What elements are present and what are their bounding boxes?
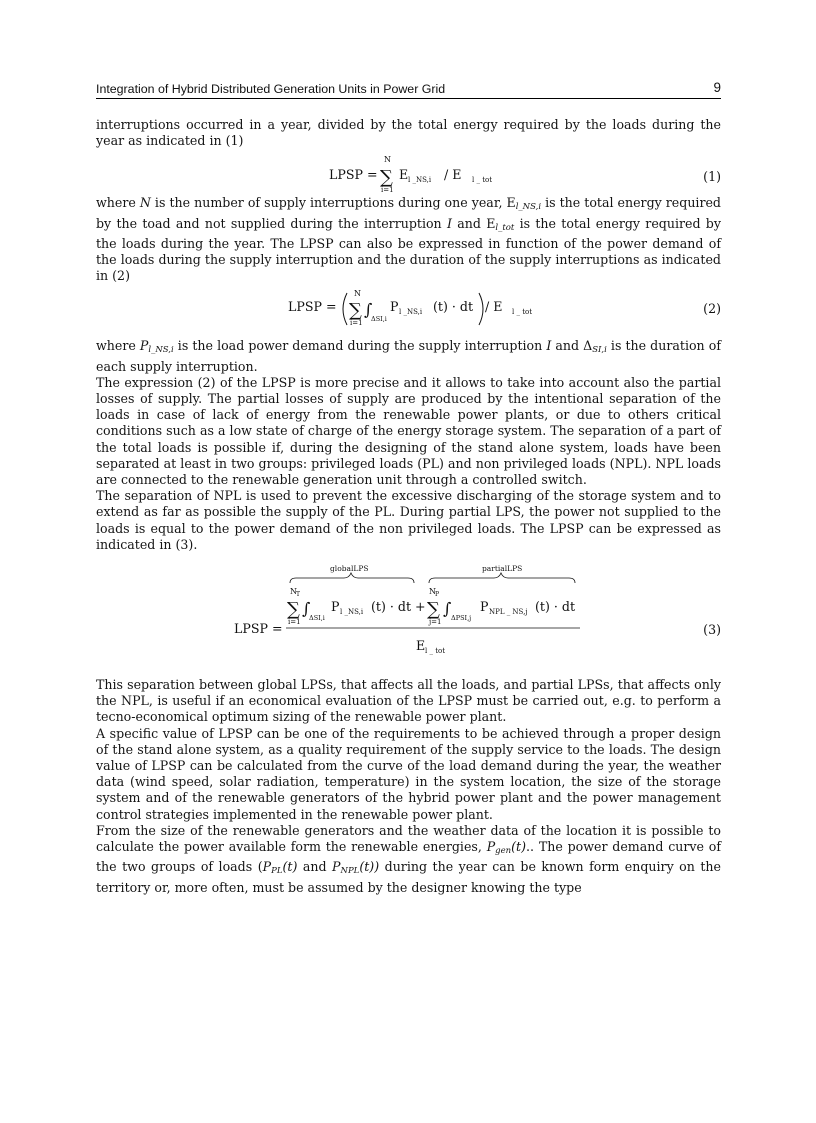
eq3-brace-right-label: partialLPS [482, 564, 523, 574]
body-text [96, 117, 721, 896]
eq1-sigma-icon: ∑ [380, 167, 393, 189]
eq3-sum1-top: N [290, 587, 297, 597]
equation-3 [96, 553, 721, 677]
eq2-divisor: / E [485, 299, 503, 315]
eq3-sum1-top-sub: T [296, 591, 301, 599]
eq2-power: P [390, 299, 399, 315]
eq3-integral2-sub: ΔPSI,j [451, 614, 472, 623]
paragraph-8: From the size of the renewable generators and the weather data of the location it is possible to calculate the power available form the renewable energies, $P_{gen}(t)$.. The power demand curve of the two groups of loads ($P_{PL}(t)$ and $P_{NPL}(t)$) during the year can be known form enquiry on the territory or, more often, must be assumed by the designer knowing the type [96, 822, 721, 895]
equation-2 [96, 284, 721, 334]
eq3-lhs: LPSP = [234, 621, 283, 637]
eq3-sigma1-icon: ∑ [287, 599, 300, 621]
eq3-sum1-bottom: i=1 [288, 618, 301, 627]
eq2-divisor-sub: l _ tot [512, 308, 533, 317]
eq3-sum2-top: N [429, 587, 436, 597]
eq1-energy-sub: l _NS,i [408, 176, 432, 185]
equation-2-number: (2) [703, 301, 721, 317]
eq3-denominator-sub: l _ tot [425, 647, 446, 656]
equation-1-number: (1) [703, 169, 721, 185]
eq3-sum2-top-sub: P [435, 591, 440, 599]
eq3-brace-right [429, 573, 575, 583]
eq3-brace-left [290, 573, 414, 583]
running-header [96, 80, 721, 99]
eq1-energy: E [399, 167, 409, 183]
page-number: 9 [713, 80, 721, 95]
eq3-denominator: E [416, 638, 426, 654]
eq2-power-sub: l _NS,i [399, 308, 423, 317]
eq2-integral-icon: ∫ [364, 300, 373, 320]
eq3-power2: P [480, 599, 489, 615]
eq3-arg1: (t) · dt + [371, 599, 426, 615]
eq3-integral1-sub: ΔSI,i [309, 614, 325, 623]
equation-1 [96, 149, 721, 195]
eq1-divisor-sub: l _ tot [472, 176, 493, 185]
paragraph-6: This separation between global LPSs, that affects all the loads, and partial LPSs, that affects only the NPL, is useful if an economical evaluation of the LPSP must be carried out, e.g. to perform a tecno-economical optimum sizing of the renewable power plant. [96, 677, 721, 725]
eq2-right-paren [479, 293, 483, 325]
eq2-arg: (t) · dt [433, 299, 474, 315]
running-title: Integration of Hybrid Distributed Generation Units in Power Grid [96, 82, 446, 96]
equation-2-formula [96, 284, 721, 334]
eq3-sum2-bottom: j=1 [429, 618, 442, 627]
eq3-power1-sub: l _NS,i [340, 608, 364, 617]
eq2-sigma-icon: ∑ [349, 300, 362, 322]
eq2-sum-bottom: i=1 [350, 319, 363, 328]
paragraph-5: The separation of NPL is used to prevent the excessive discharging of the storage system and to extend as far as possible the supply of the PL. During partial LPS, the power not supplied to the loads is equal to the power demand of the non privileged loads. The LPSP can be expressed as indicated in (3). [96, 488, 721, 552]
eq1-divisor: / E [444, 167, 462, 183]
paragraph-1: interruptions occurred in a year, divided by the total energy required by the loads during the year as indicated in (1) [96, 117, 721, 149]
paragraph-4: The expression (2) of the LPSP is more precise and it allows to take into account also the partial losses of supply. The partial losses of supply are produced by the intentional separation of the loads in case of lack of energy from the renewable power plants, or due to others critical conditions such as a low state of charge of the energy storage system. The separation of a part of the total loads is possible if, during the designing of the stand alone system, loads have been separated at least in two groups: privileged loads (PL) and non privileged loads (NPL). NPL loads are connected to the renewable generation unit through a controlled switch. [96, 374, 721, 488]
paragraph-3: where $P_{l\_NS,i}$ is the load power demand during the supply interruption I and $\Delta_{SI,i}$ is the duration of each supply interruption. [96, 338, 721, 374]
eq3-arg2: (t) · dt [535, 599, 576, 615]
equation-3-number: (3) [703, 622, 721, 638]
eq1-sum-top: N [384, 155, 391, 165]
equation-1-formula [96, 149, 721, 195]
eq3-integral1-icon: ∫ [302, 599, 311, 619]
equation-3-formula [96, 553, 721, 677]
paragraph-2: where N is the number of supply interruptions during one year, $E_{l\_NS,i}$ is the total energy required by the toad and not supplied during the interruption I and $E_{l\_tot}$ is the total energy required by the loads during the year. The LPSP can also be expressed in function of the power demand of the loads during the supply interruption and the duration of the supply interruptions as indicated in (2) [96, 195, 721, 284]
eq1-sum-bottom: i=1 [381, 186, 394, 195]
eq3-integral2-icon: ∫ [443, 599, 452, 619]
eq3-sigma2-icon: ∑ [427, 599, 440, 621]
paragraph-7: A specific value of LPSP can be one of the requirements to be achieved through a proper design of the stand alone system, as a quality requirement of the supply service to the loads. The design value of LPSP can be calculated from the curve of the load demand during the year, the weather data (wind speed, solar radiation, temperature) in the system location, the size of the storage system and of the renewable generators of the hybrid power plant and the power management control strategies implemented in the renewable power plant. [96, 725, 721, 822]
eq3-brace-left-label: globalLPS [330, 564, 369, 574]
eq2-sum-top: N [354, 289, 361, 299]
eq1-lhs: LPSP = [329, 167, 378, 183]
eq3-power2-sub: NPL _ NS,j [489, 608, 528, 617]
eq2-left-paren [343, 293, 347, 325]
eq2-lhs: LPSP = [288, 299, 337, 315]
eq2-integral-sub: ΔSI,i [371, 315, 387, 324]
eq3-power1: P [331, 599, 340, 615]
